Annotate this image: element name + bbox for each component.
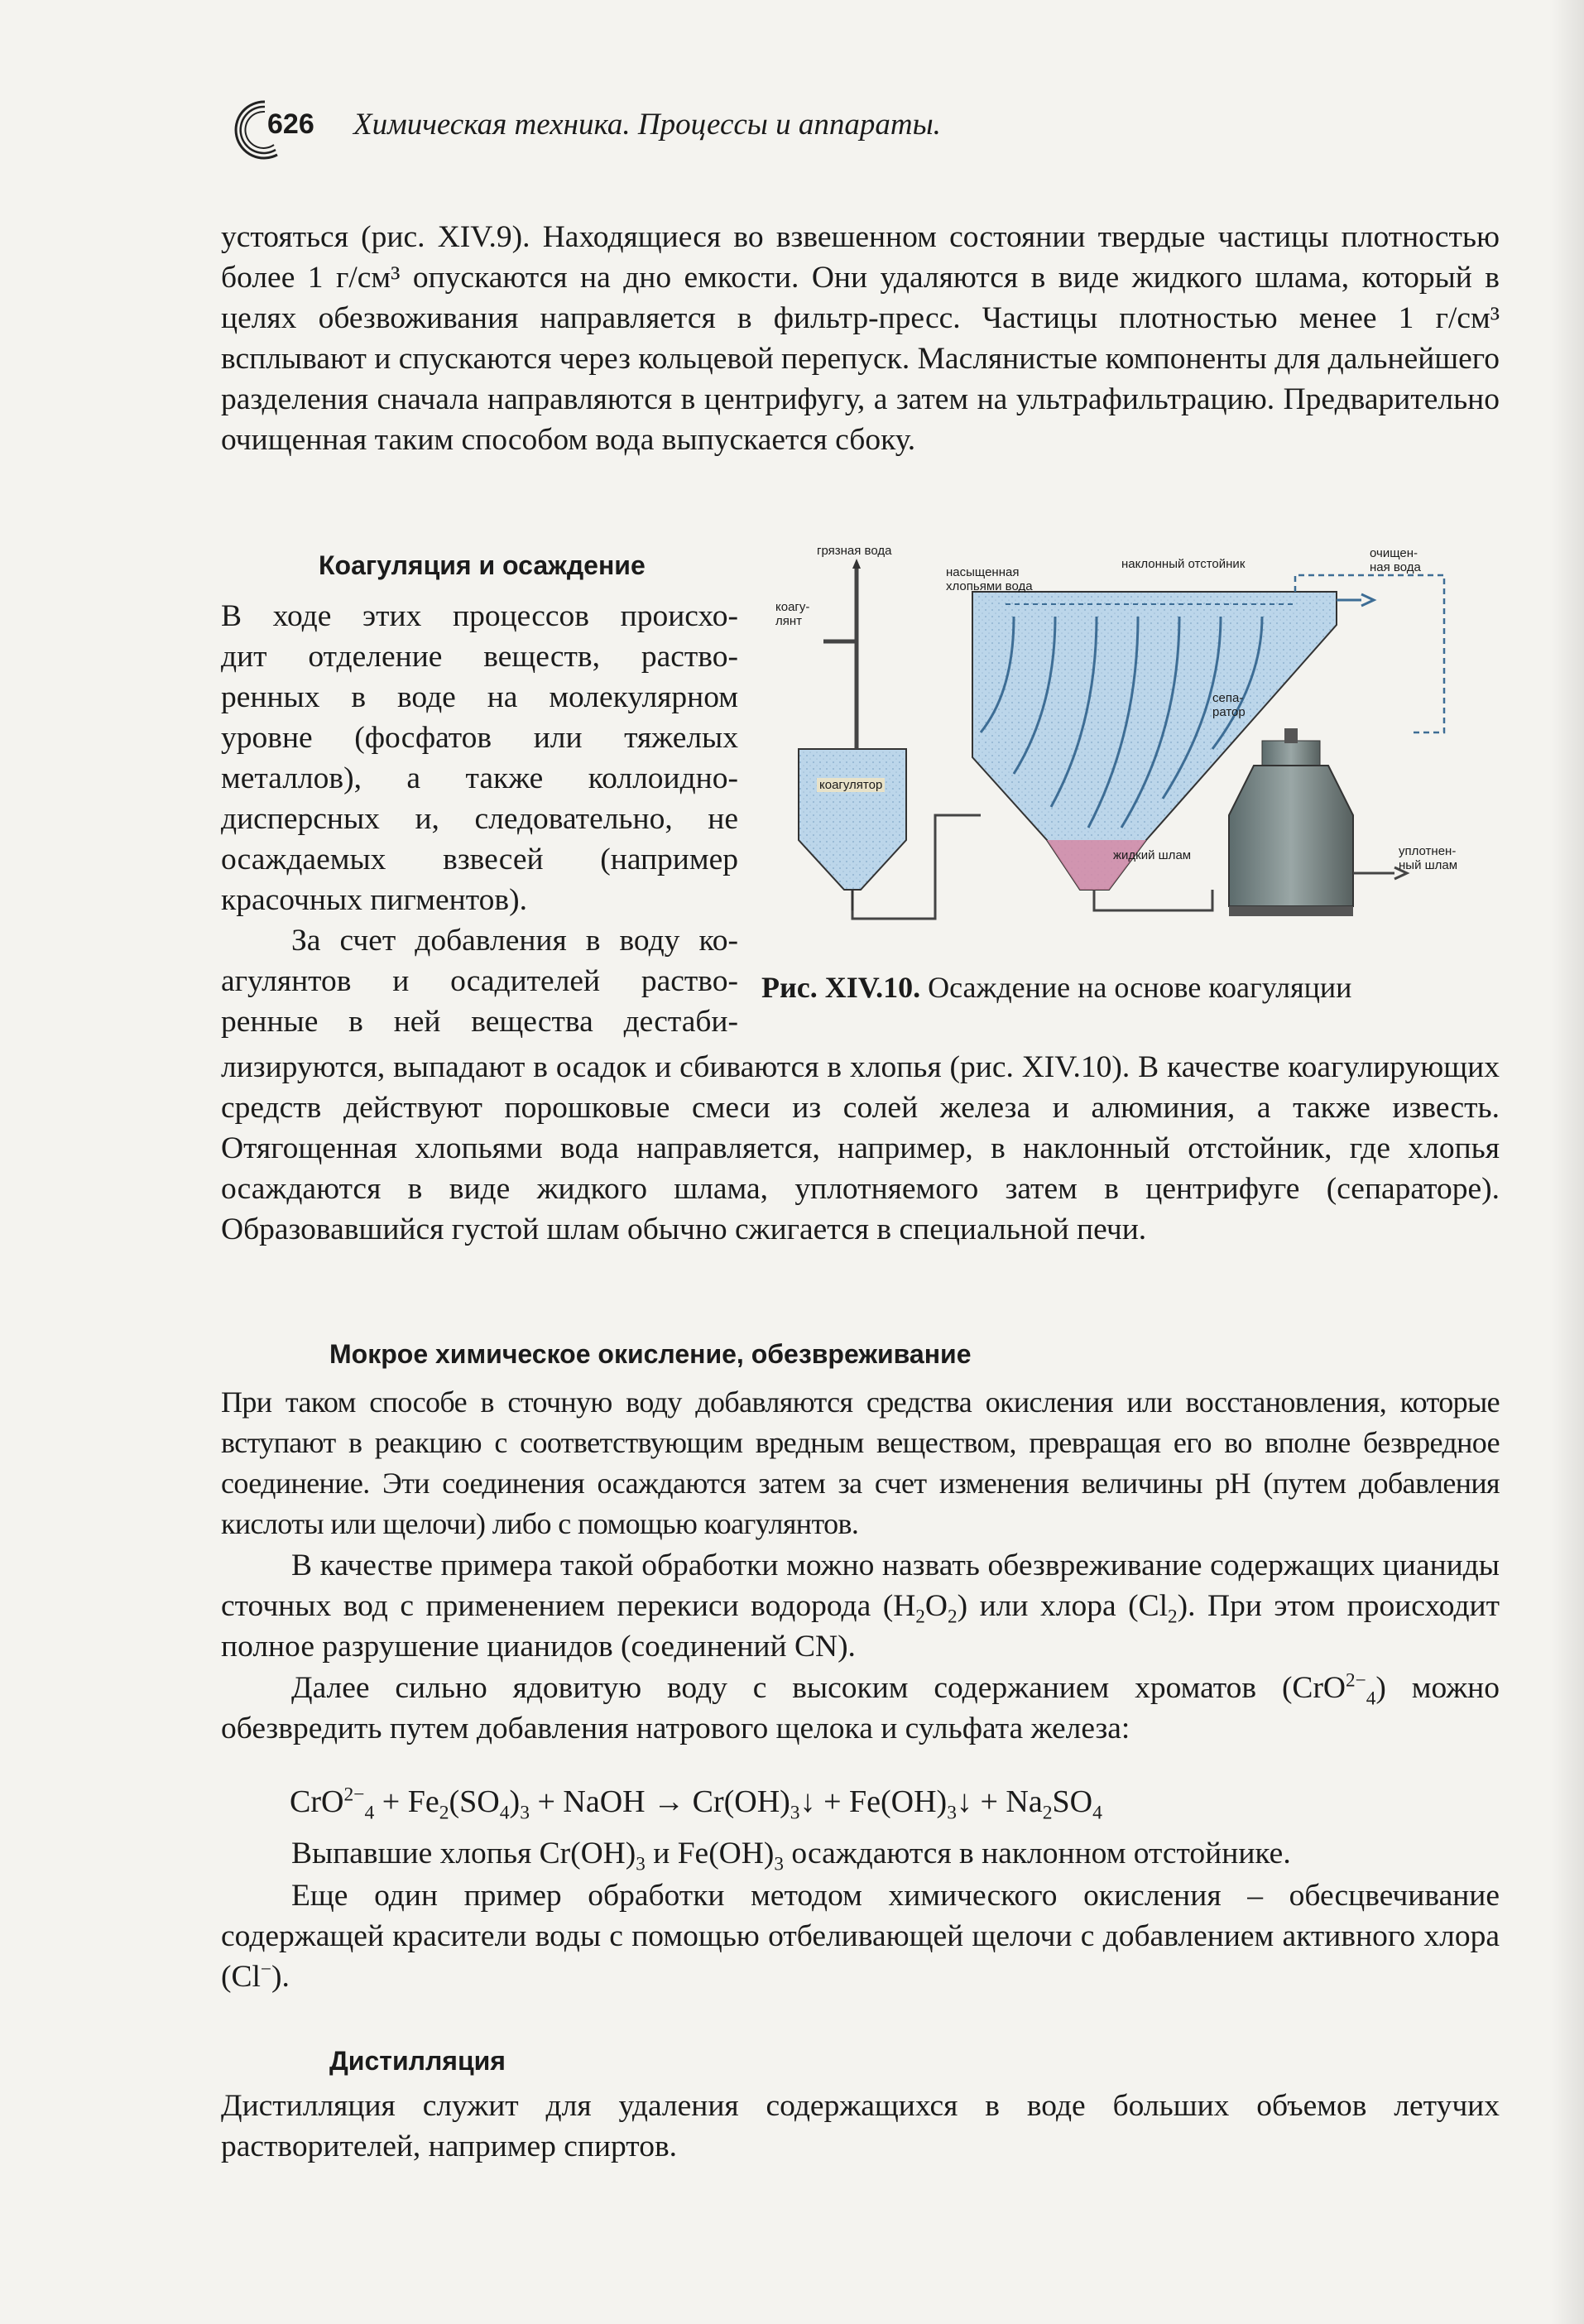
oxidation-paragraph-2: В качестве примера такой обработки можно назвать обезвреживание содержащих цианиды сточных вод с применением перекиси водорода $(H_2O_2)$ или хлора $(Cl_2)$. При этом происходит полное разрушение цианидов (соединений CN). [221,1549,1500,1664]
label-coagulant: коагу- лянт [775,600,810,628]
label-coagulator: коагулятор [817,778,885,792]
text-line: дисперсных и, следовательно, не [221,802,738,836]
text-line: красочных пигментов). [221,883,527,917]
coagulation-left-column [221,596,738,1042]
label-liquid-sludge: жидкий шлам [1113,848,1192,862]
page-edge-shadow [1551,0,1584,2324]
coagulator-tank [799,749,906,890]
label-separator: сепа- ратор [1212,691,1246,719]
text-line: ренные в ней вещества дестаби- [221,1005,738,1039]
oxidation-paragraph-1: При таком способе в сточную воду добавляются средства окисления или восстановления, которые вступают в реакцию с соответствующим вредным веществом, превращая его во вполне безвредное соединение. Эти соединения осаждаются затем за счет изменения величины pH (путем добавления кислоты или щелочи) либо с помощью коагулянтов. [221,1385,1500,1540]
figure-caption [761,970,1351,1005]
chemical-equation: $CrO^{2-}_4 + Fe_2(SO_4)_3$ + NaOH → $Cr(OH)_3↓$ + $Fe(OH)_3↓ + Na_2SO_4$ [290,1784,1102,1824]
text-line: ренных в воде на молекулярном [221,680,738,714]
label-dirty-water: грязная вода [817,544,892,558]
intro-paragraph: устояться (рис. XIV.9). Находящиеся во взвешенном состоянии твердые частицы плотностью более 1 г/см³ опускаются на дно емкости. Они удаляются в виде жидкого шлама, который в целях обезвоживания направляется в фильтр-пресс. Частицы плотностью менее 1 г/см³ всплывают и спускаются через кольцевой перепуск. Маслянистые компоненты для дальнейшего разделения сначала направляются в центрифугу, а затем на ультрафильтрацию. Предварительно очищенная таким способом вода выпускается сбоку. [221,220,1500,457]
figure-coagulation-diagram [766,542,1477,972]
heading-distillation: Дистилляция [329,2046,506,2076]
distillation-paragraph: Дистилляция служит для удаления содержащихся в воде больших объемов летучих растворителей, например спиртов. [221,2089,1500,2163]
text-line: дит отделение веществ, раство- [221,640,738,674]
heading-oxidation: Мокрое химическое окисление, обезвреживание [329,1339,972,1369]
caption-number: Рис. XIV.10. [761,971,921,1004]
running-title: Химическая техника. Процессы и аппараты. [353,108,941,142]
label-saturated-water: насыщенная хлопьями вода [946,565,1033,593]
coagulation-paragraph-2-rest: лизируются, выпадают в осадок и сбиваются в хлопья (рис. XIV.10). В качестве коагулирующих средств действуют порошковые смеси из солей железа и алюминия, а также известь. Отягощенная хлопьями вода направляется, например, в наклонный отстойник, где хлопья осаждаются в виде жидкого шлама, уплотняемого затем в центрифуге (сепараторе). Образовавшийся густой шлам обычно сжигается в специальной печи. [221,1050,1500,1246]
text-line: агулянтов и осадителей раство- [221,964,738,998]
coagulation-paragraph-1 [221,596,738,920]
heading-coagulation: Коагуляция и осаждение [319,550,646,580]
text-line: металлов), а также коллоидно- [221,761,738,795]
text-line: осаждаемых взвесей (например [221,843,738,876]
label-cleaned-water: очищен- ная вода [1370,546,1421,574]
text-line: За счет добавления в воду ко- [291,924,738,958]
separator [1229,728,1353,916]
text-line: уровне (фосфатов или тяжелых [221,721,738,755]
caption-text: Осаждение на основе коагуляции [920,971,1352,1004]
label-thickened-sludge: уплотнен- ный шлам [1399,844,1458,872]
oxidation-paragraph-3: Далее сильно ядовитую воду с высоким содержанием хроматов (CrO$^{2-}_4$) можно обезвредить путем добавления натрового щелока и сульфата железа: [221,1669,1500,1745]
oxidation-paragraph-5: Еще один пример обработки методом химического окисления – обесцвечивание содержащей красители воды с помощью отбеливающей щелочи с добавлением активного хлора (Cl−). [221,1879,1500,1994]
oxidation-paragraph-4: Выпавшие хлопья $Cr(OH)_3$ и $Fe(OH)_3$ осаждаются в наклонном отстойнике. [291,1837,1291,1875]
coagulation-paragraph-2-start [221,920,738,1042]
label-inclined-settler: наклонный отстойник [1121,557,1246,571]
text-line: В ходе этих процессов происхо- [221,599,738,633]
page-number: 626 [267,108,314,140]
